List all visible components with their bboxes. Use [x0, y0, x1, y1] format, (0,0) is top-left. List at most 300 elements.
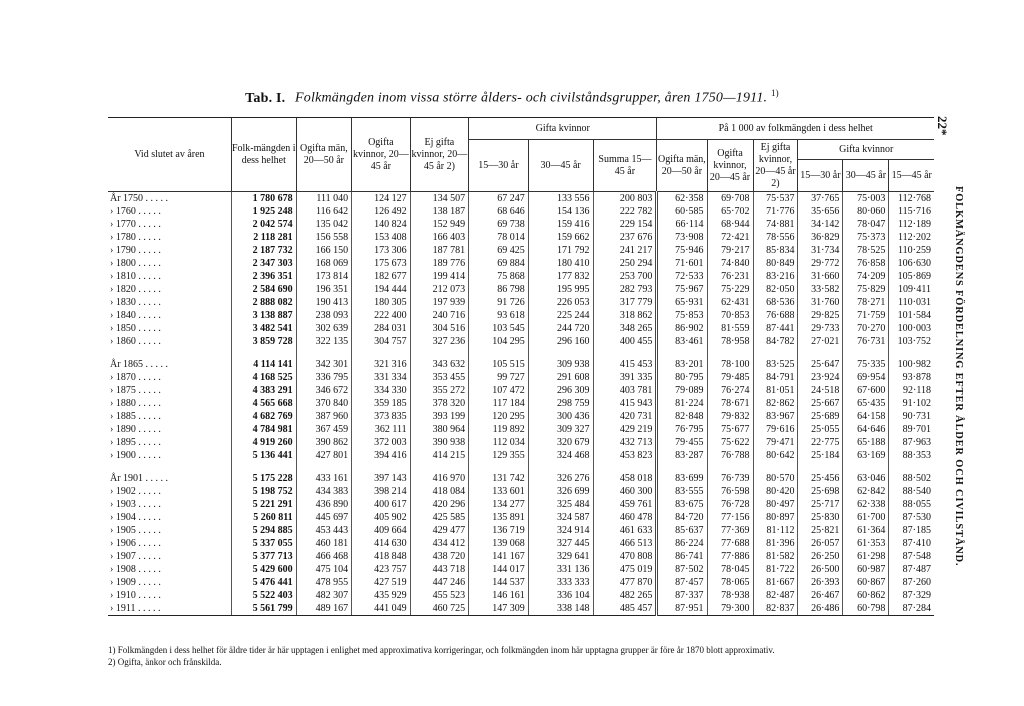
- table-cell: 25·456: [798, 472, 843, 485]
- table-cell: 2 888 082: [231, 296, 296, 309]
- table-cell: 80·420: [753, 485, 798, 498]
- title-footnote-ref: 1): [770, 88, 779, 98]
- table-cell: 136 719: [469, 524, 529, 537]
- table-cell: 79·485: [707, 371, 753, 384]
- table-cell: 87·337: [657, 589, 707, 602]
- table-cell: 5 429 600: [231, 563, 296, 576]
- table-cell: 5 377 713: [231, 550, 296, 563]
- header-married-women: Gifta kvinnor: [469, 118, 657, 140]
- table-cell: 438 720: [410, 550, 469, 563]
- table-cell: 115·716: [889, 205, 934, 218]
- table-cell: 100·982: [889, 358, 934, 371]
- table-cell: 397 143: [352, 472, 411, 485]
- table-cell: 250 294: [593, 257, 657, 270]
- table-cell: 298 759: [528, 397, 593, 410]
- table-cell: 87·530: [889, 511, 934, 524]
- header-not-married-women: Ej gifta kvinnor, 20—45 år 2): [410, 118, 469, 192]
- table-cell: 67 247: [469, 192, 529, 206]
- table-row: [108, 257, 934, 270]
- table-cell: 87·963: [889, 436, 934, 449]
- table-cell: 69 738: [469, 218, 529, 231]
- table-cell: 79·471: [753, 436, 798, 449]
- table-cell: 87·410: [889, 537, 934, 550]
- gap-cell: [657, 462, 707, 472]
- table-cell: 75·003: [843, 192, 889, 206]
- table-cell: 24·518: [798, 384, 843, 397]
- table-cell: 78·938: [707, 589, 753, 602]
- gap-cell: [657, 348, 707, 358]
- table-cell: 441 049: [352, 602, 411, 616]
- table-cell: 112·202: [889, 231, 934, 244]
- table-cell: 78·958: [707, 335, 753, 348]
- table-cell: 23·924: [798, 371, 843, 384]
- table-cell: 453 443: [296, 524, 351, 537]
- table-cell: 78·525: [843, 244, 889, 257]
- table-cell: 414 630: [352, 537, 411, 550]
- table-cell: 69 425: [469, 244, 529, 257]
- table-cell: 25·698: [798, 485, 843, 498]
- table-cell: 225 244: [528, 309, 593, 322]
- row-year: › 1890 . . . . .: [110, 424, 161, 435]
- table-cell: 300 436: [528, 410, 593, 423]
- table-row: [108, 485, 934, 498]
- table-cell: 138 187: [410, 205, 469, 218]
- table-cell: 87·951: [657, 602, 707, 616]
- table-cell: 63·169: [843, 449, 889, 462]
- table-cell: 91 726: [469, 296, 529, 309]
- table-cell: 141 167: [469, 550, 529, 563]
- table-cell: 82·862: [753, 397, 798, 410]
- gap-cell: [798, 348, 843, 358]
- table-cell: 88·540: [889, 485, 934, 498]
- table-cell: 25·821: [798, 524, 843, 537]
- table-cell: 76·739: [707, 472, 753, 485]
- table-cell: 129 355: [469, 449, 529, 462]
- table-cell: 139 068: [469, 537, 529, 550]
- table-cell: 29·825: [798, 309, 843, 322]
- header-p-unmarried-women: Ogifta kvinnor, 20—45 år: [707, 140, 753, 192]
- table-row: [108, 384, 934, 397]
- table-cell: 237 676: [593, 231, 657, 244]
- table-cell: 134 277: [469, 498, 529, 511]
- row-year: › 1790 . . . . .: [110, 245, 161, 256]
- table-cell: 61·353: [843, 537, 889, 550]
- table-cell: 489 167: [296, 602, 351, 616]
- table-row: [108, 335, 934, 348]
- table-row: [108, 498, 934, 511]
- table-cell: 100·003: [889, 322, 934, 335]
- table-row: [108, 537, 934, 550]
- table-cell: 327 445: [528, 537, 593, 550]
- table-cell: 75·946: [657, 244, 707, 257]
- table-cell: 124 127: [352, 192, 411, 206]
- table-cell: 370 840: [296, 397, 351, 410]
- table-cell: 189 776: [410, 257, 469, 270]
- table-cell: 159 662: [528, 231, 593, 244]
- table-cell: 135 042: [296, 218, 351, 231]
- row-year: › 1875 . . . . .: [110, 385, 161, 396]
- table-cell: 86 798: [469, 283, 529, 296]
- table-cell: 194 444: [352, 283, 411, 296]
- table-cell: 3 859 728: [231, 335, 296, 348]
- gap-cell: [753, 462, 798, 472]
- row-year: År 1750 . . . . .: [110, 193, 169, 204]
- table-row: [108, 270, 934, 283]
- table-cell: 455 523: [410, 589, 469, 602]
- table-cell: 420 296: [410, 498, 469, 511]
- table-cell: 79·300: [707, 602, 753, 616]
- table-row: [108, 423, 934, 436]
- table-row: [108, 602, 934, 616]
- table-cell: 362 111: [352, 423, 411, 436]
- table-cell: 107 472: [469, 384, 529, 397]
- table-cell: 427 801: [296, 449, 351, 462]
- table-cell: 75·229: [707, 283, 753, 296]
- table-cell: 4 682 769: [231, 410, 296, 423]
- row-year: › 1902 . . . . .: [110, 486, 161, 497]
- table-cell: 81·112: [753, 524, 798, 537]
- table-cell: 29·733: [798, 322, 843, 335]
- table-cell: 76·795: [657, 423, 707, 436]
- table-cell: 81·559: [707, 322, 753, 335]
- table-row: [108, 296, 934, 309]
- table-cell: 71·601: [657, 257, 707, 270]
- table-body: [108, 192, 934, 616]
- table-cell: 253 700: [593, 270, 657, 283]
- row-year: › 1908 . . . . .: [110, 564, 161, 575]
- table-cell: 83·216: [753, 270, 798, 283]
- table-cell: 87·457: [657, 576, 707, 589]
- table-cell: 111 040: [296, 192, 351, 206]
- table-cell: 427 519: [352, 576, 411, 589]
- table-cell: 88·353: [889, 449, 934, 462]
- table-row: [108, 309, 934, 322]
- table-cell: 222 782: [593, 205, 657, 218]
- table-cell: 387 960: [296, 410, 351, 423]
- table-row: [108, 436, 934, 449]
- table-cell: 75·853: [657, 309, 707, 322]
- table-cell: 83·461: [657, 335, 707, 348]
- table-row: [108, 283, 934, 296]
- table-cell: 3 138 887: [231, 309, 296, 322]
- table-cell: 81·667: [753, 576, 798, 589]
- table-cell: 119 892: [469, 423, 529, 436]
- table-cell: 482 265: [593, 589, 657, 602]
- table-cell: 84·791: [753, 371, 798, 384]
- table-cell: 403 781: [593, 384, 657, 397]
- table-cell: 318 862: [593, 309, 657, 322]
- table-cell: 336 795: [296, 371, 351, 384]
- table-cell: 391 335: [593, 371, 657, 384]
- gap-cell: [108, 348, 231, 358]
- table-cell: 1 925 248: [231, 205, 296, 218]
- table-cell: 5 476 441: [231, 576, 296, 589]
- table-cell: 168 069: [296, 257, 351, 270]
- table-cell: 80·849: [753, 257, 798, 270]
- table-row: [108, 589, 934, 602]
- table-cell: 62·842: [843, 485, 889, 498]
- table-cell: 434 383: [296, 485, 351, 498]
- gap-cell: [843, 348, 889, 358]
- table-cell: 343 632: [410, 358, 469, 371]
- table-cell: 31·734: [798, 244, 843, 257]
- table-cell: 112 034: [469, 436, 529, 449]
- table-cell: 222 400: [352, 309, 411, 322]
- table-row: [108, 244, 934, 257]
- header-p-not-married-women: Ej gifta kvinnor, 20—45 år 2): [753, 140, 798, 192]
- row-year: › 1905 . . . . .: [110, 525, 161, 536]
- table-cell: 140 824: [352, 218, 411, 231]
- table-cell: 131 742: [469, 472, 529, 485]
- gap-cell: [410, 462, 469, 472]
- table-row: [108, 322, 934, 335]
- table-cell: 324 587: [528, 511, 593, 524]
- table-cell: 180 305: [352, 296, 411, 309]
- row-year: › 1860 . . . . .: [110, 336, 161, 347]
- table-cell: 33·582: [798, 283, 843, 296]
- table-cell: 87·329: [889, 589, 934, 602]
- row-year: › 1830 . . . . .: [110, 297, 161, 308]
- table-cell: 78 014: [469, 231, 529, 244]
- header-married-15-30: 15—30 år: [469, 140, 529, 192]
- table-cell: 336 104: [528, 589, 593, 602]
- table-cell: 466 468: [296, 550, 351, 563]
- table-cell: 101·584: [889, 309, 934, 322]
- table-cell: 393 199: [410, 410, 469, 423]
- table-cell: 434 412: [410, 537, 469, 550]
- table-cell: 75·373: [843, 231, 889, 244]
- table-cell: 74·209: [843, 270, 889, 283]
- table-cell: 212 073: [410, 283, 469, 296]
- table-cell: 159 416: [528, 218, 593, 231]
- table-cell: 83·967: [753, 410, 798, 423]
- table-title: [0, 88, 1024, 107]
- table-cell: 320 679: [528, 436, 593, 449]
- table-cell: 77·369: [707, 524, 753, 537]
- table-cell: 200 803: [593, 192, 657, 206]
- table-cell: 87·260: [889, 576, 934, 589]
- table-cell: 85·834: [753, 244, 798, 257]
- table-cell: 109·411: [889, 283, 934, 296]
- table-cell: 171 792: [528, 244, 593, 257]
- table-cell: 4 168 525: [231, 371, 296, 384]
- table-cell: 104 295: [469, 335, 529, 348]
- table-cell: 91·102: [889, 397, 934, 410]
- gap-cell: [707, 348, 753, 358]
- table-cell: 461 633: [593, 524, 657, 537]
- table-cell: 348 265: [593, 322, 657, 335]
- table-cell: 80·642: [753, 449, 798, 462]
- table-cell: 65·435: [843, 397, 889, 410]
- table-cell: 409 664: [352, 524, 411, 537]
- table-cell: 329 641: [528, 550, 593, 563]
- table-cell: 195 995: [528, 283, 593, 296]
- table-cell: 1 780 678: [231, 192, 296, 206]
- table-cell: 400 617: [352, 498, 411, 511]
- table-cell: 60·987: [843, 563, 889, 576]
- table-cell: 77·156: [707, 511, 753, 524]
- table-cell: 68 646: [469, 205, 529, 218]
- table-cell: 182 677: [352, 270, 411, 283]
- table-cell: 334 330: [352, 384, 411, 397]
- header-per-1000: På 1 000 av folkmängden i dess helhet: [657, 118, 934, 140]
- table-cell: 342 301: [296, 358, 351, 371]
- table-cell: 5 294 885: [231, 524, 296, 537]
- gap-cell: [296, 462, 351, 472]
- table-row: [108, 205, 934, 218]
- table-row: [108, 218, 934, 231]
- group-gap: [108, 348, 934, 358]
- table-cell: 35·656: [798, 205, 843, 218]
- table-cell: 81·224: [657, 397, 707, 410]
- table-cell: 324 914: [528, 524, 593, 537]
- table-row: [108, 511, 934, 524]
- table-cell: 331 334: [352, 371, 411, 384]
- header-population: Folk-mängden i dess helhet: [231, 118, 296, 192]
- gap-cell: [469, 462, 529, 472]
- table-cell: 144 017: [469, 563, 529, 576]
- table-cell: 302 639: [296, 322, 351, 335]
- table-caption: Folkmängden inom vissa större ålders- och civilståndsgrupper, åren 1750—1911.: [295, 90, 768, 106]
- row-year: › 1810 . . . . .: [110, 271, 161, 282]
- table-cell: 26·486: [798, 602, 843, 616]
- header-married-30-45: 30—45 år: [528, 140, 593, 192]
- header-p-unmarried-men: Ogifta män, 20—50 år: [657, 140, 707, 192]
- table-cell: 470 808: [593, 550, 657, 563]
- table-cell: 80·060: [843, 205, 889, 218]
- table-cell: 82·050: [753, 283, 798, 296]
- table-cell: 432 713: [593, 436, 657, 449]
- table-cell: 81·582: [753, 550, 798, 563]
- table-cell: 82·837: [753, 602, 798, 616]
- table-cell: 62·431: [707, 296, 753, 309]
- gap-cell: [469, 348, 529, 358]
- table-cell: 83·525: [753, 358, 798, 371]
- table-cell: 418 084: [410, 485, 469, 498]
- table-cell: 72·421: [707, 231, 753, 244]
- table-cell: 325 484: [528, 498, 593, 511]
- table-cell: 367 459: [296, 423, 351, 436]
- table-cell: 133 556: [528, 192, 593, 206]
- table-cell: 435 929: [352, 589, 411, 602]
- table-cell: 26·500: [798, 563, 843, 576]
- table-cell: 152 949: [410, 218, 469, 231]
- table-cell: 414 215: [410, 449, 469, 462]
- header-p-married-women: Gifta kvinnor: [798, 140, 934, 160]
- gap-cell: [352, 462, 411, 472]
- table-cell: 2 347 303: [231, 257, 296, 270]
- gap-cell: [593, 462, 657, 472]
- table-cell: 81·051: [753, 384, 798, 397]
- table-cell: 106·630: [889, 257, 934, 270]
- table-cell: 25·647: [798, 358, 843, 371]
- table-cell: 99 727: [469, 371, 529, 384]
- table-cell: 60·798: [843, 602, 889, 616]
- gap-cell: [231, 348, 296, 358]
- table-cell: 80·570: [753, 472, 798, 485]
- table-cell: 81·722: [753, 563, 798, 576]
- table-cell: 78·047: [843, 218, 889, 231]
- table-cell: 79·832: [707, 410, 753, 423]
- table-cell: 153 408: [352, 231, 411, 244]
- gap-cell: [889, 348, 934, 358]
- table-cell: 78·100: [707, 358, 753, 371]
- table-cell: 304 757: [352, 335, 411, 348]
- table-cell: 84·782: [753, 335, 798, 348]
- table-cell: 76·858: [843, 257, 889, 270]
- table-cell: 238 093: [296, 309, 351, 322]
- table-cell: 88·055: [889, 498, 934, 511]
- table-cell: 296 160: [528, 335, 593, 348]
- table-cell: 80·795: [657, 371, 707, 384]
- table-cell: 445 697: [296, 511, 351, 524]
- table-cell: 4 919 260: [231, 436, 296, 449]
- table-cell: 284 031: [352, 322, 411, 335]
- table-cell: 190 413: [296, 296, 351, 309]
- table-cell: 2 584 690: [231, 283, 296, 296]
- table-cell: 485 457: [593, 602, 657, 616]
- table-cell: 196 351: [296, 283, 351, 296]
- table-cell: 70·270: [843, 322, 889, 335]
- table-row: [108, 358, 934, 371]
- row-year: › 1870 . . . . .: [110, 372, 161, 383]
- table-cell: 331 136: [528, 563, 593, 576]
- table-cell: 390 862: [296, 436, 351, 449]
- table-cell: 103·752: [889, 335, 934, 348]
- table-row: [108, 550, 934, 563]
- table-cell: 166 150: [296, 244, 351, 257]
- table-cell: 25·667: [798, 397, 843, 410]
- row-year: › 1907 . . . . .: [110, 551, 161, 562]
- table-cell: 475 019: [593, 563, 657, 576]
- table-cell: 60·862: [843, 589, 889, 602]
- table-cell: 378 320: [410, 397, 469, 410]
- table-cell: 65·931: [657, 296, 707, 309]
- table-cell: 110·031: [889, 296, 934, 309]
- header-married-sum: Summa 15—45 år: [593, 140, 657, 192]
- table-cell: 79·217: [707, 244, 753, 257]
- row-year: › 1880 . . . . .: [110, 398, 161, 409]
- table-cell: 72·533: [657, 270, 707, 283]
- table-cell: 71·759: [843, 309, 889, 322]
- row-year: › 1903 . . . . .: [110, 499, 161, 510]
- table-cell: 86·902: [657, 322, 707, 335]
- table-cell: 68·944: [707, 218, 753, 231]
- table-cell: 226 053: [528, 296, 593, 309]
- table-cell: 75·677: [707, 423, 753, 436]
- table-cell: 26·393: [798, 576, 843, 589]
- table-cell: 87·548: [889, 550, 934, 563]
- table-cell: 78·556: [753, 231, 798, 244]
- table-cell: 75·829: [843, 283, 889, 296]
- table-cell: 458 018: [593, 472, 657, 485]
- table-cell: 74·840: [707, 257, 753, 270]
- table-cell: 478 955: [296, 576, 351, 589]
- table-cell: 87·284: [889, 602, 934, 616]
- table-cell: 86·741: [657, 550, 707, 563]
- table-cell: 75·622: [707, 436, 753, 449]
- table-cell: 447 246: [410, 576, 469, 589]
- table-cell: 177 832: [528, 270, 593, 283]
- table-cell: 282 793: [593, 283, 657, 296]
- gap-cell: [410, 348, 469, 358]
- table-row: [108, 449, 934, 462]
- table-cell: 459 761: [593, 498, 657, 511]
- table-cell: 4 784 981: [231, 423, 296, 436]
- table-cell: 78·065: [707, 576, 753, 589]
- table-cell: 400 455: [593, 335, 657, 348]
- table-cell: 309 327: [528, 423, 593, 436]
